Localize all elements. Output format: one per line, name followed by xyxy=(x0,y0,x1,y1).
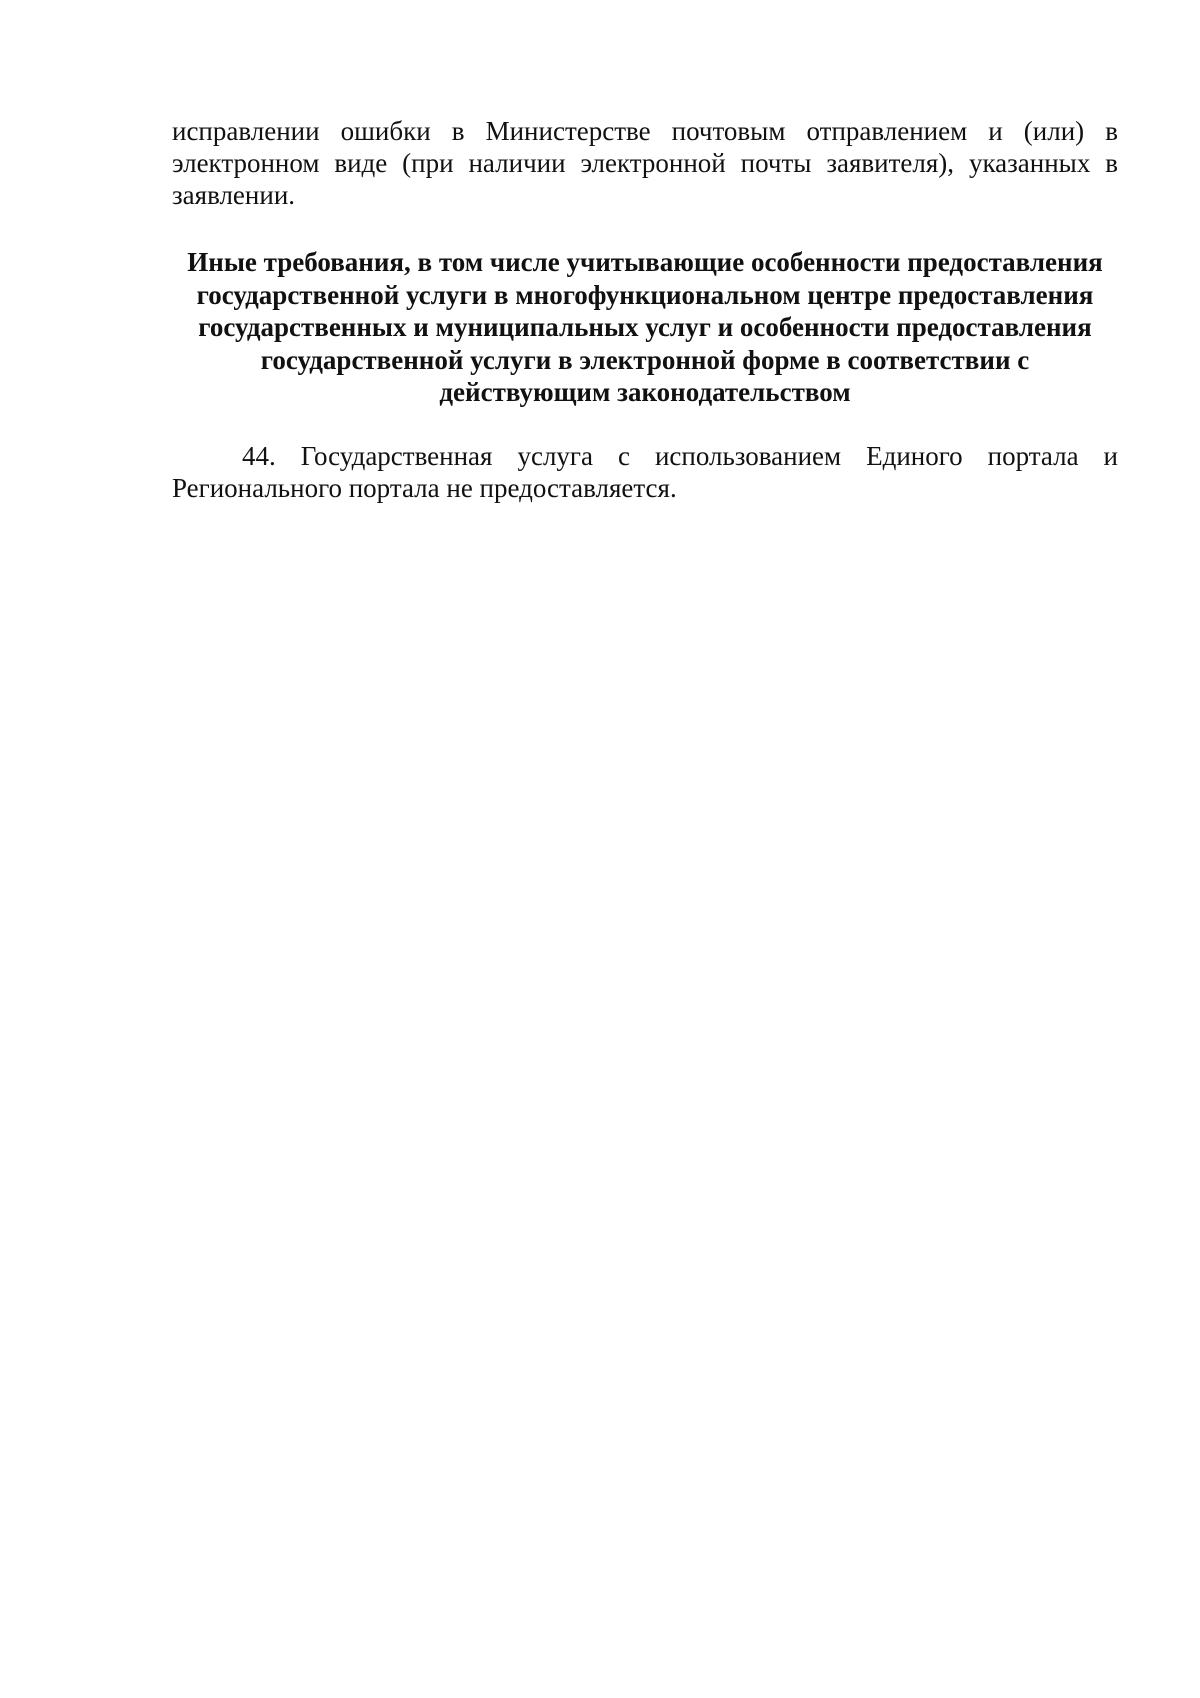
paragraph-continued: исправлении ошибки в Министерстве почтовым отправлением и (или) в электронном виде (при наличии электронной почты заявителя), указанных в заявлении. xyxy=(172,116,1118,210)
paragraph-44: 44. Государственная услуга с использованием Единого портала и Регионального портала не предоставляется. xyxy=(172,441,1118,503)
section-heading: Иные требования, в том числе учитывающие особенности предоставления государственной услуги в многофункциональном центре предоставления государственных и муниципальных услуг и особенности предоставления государственной услуги в электронной форме в соответствии с действующим законодательством xyxy=(187,247,1103,407)
